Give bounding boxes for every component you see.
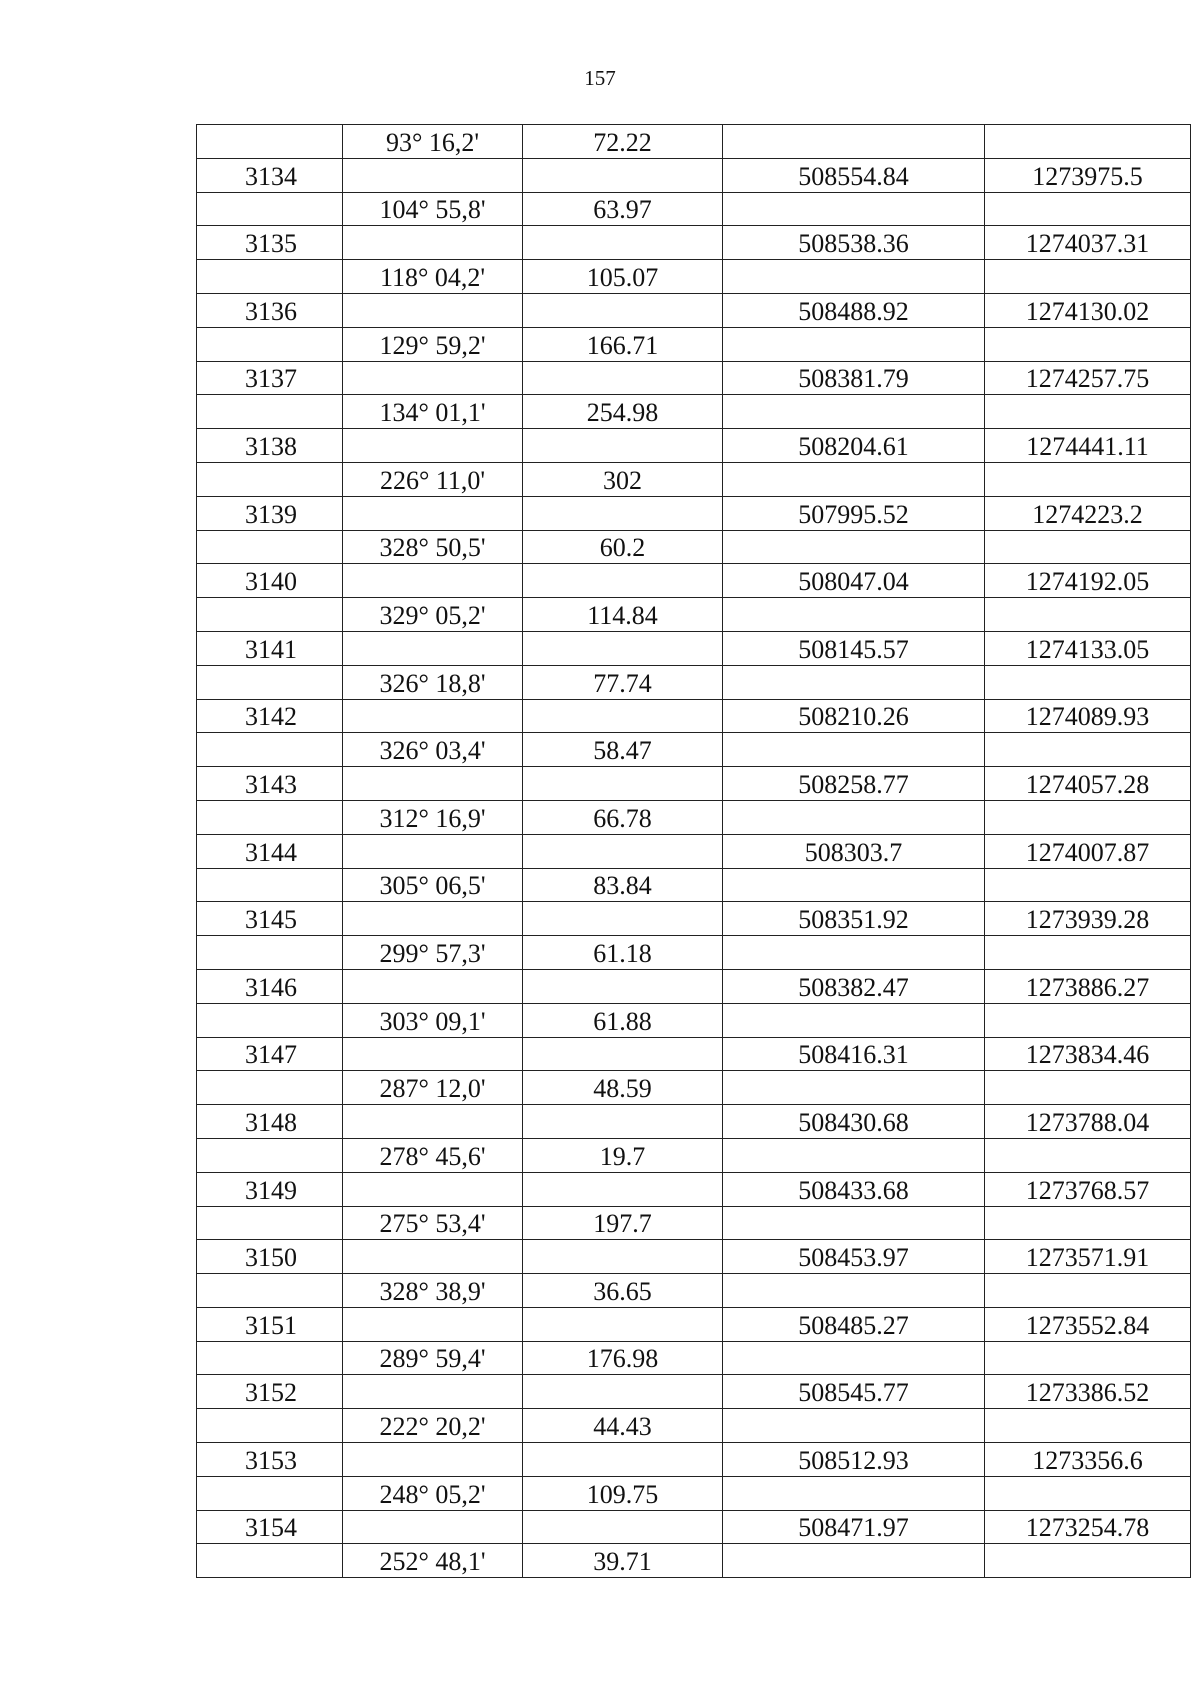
x-coordinate-cell: 508471.97 xyxy=(723,1510,985,1544)
point-number-cell: 3137 xyxy=(197,361,343,395)
y-coordinate-cell: 1274441.11 xyxy=(985,429,1191,463)
distance-cell: 83.84 xyxy=(523,868,723,902)
x-coordinate-cell xyxy=(723,1274,985,1308)
distance-cell xyxy=(523,158,723,192)
y-coordinate-cell xyxy=(985,936,1191,970)
x-coordinate-cell xyxy=(723,1071,985,1105)
table-row xyxy=(197,1206,1191,1240)
bearing-cell: 226° 11,0' xyxy=(343,462,523,496)
y-coordinate-cell xyxy=(985,665,1191,699)
y-coordinate-cell xyxy=(985,192,1191,226)
y-coordinate-cell: 1274192.05 xyxy=(985,564,1191,598)
x-coordinate-cell: 508488.92 xyxy=(723,293,985,327)
bearing-cell xyxy=(343,631,523,665)
bearing-cell xyxy=(343,564,523,598)
distance-cell xyxy=(523,767,723,801)
point-number-cell: 3139 xyxy=(197,496,343,530)
bearing-cell: 129° 59,2' xyxy=(343,327,523,361)
table-row xyxy=(197,125,1191,159)
table-row xyxy=(197,868,1191,902)
x-coordinate-cell xyxy=(723,598,985,632)
y-coordinate-cell: 1273571.91 xyxy=(985,1240,1191,1274)
distance-cell xyxy=(523,1443,723,1477)
x-coordinate-cell: 508430.68 xyxy=(723,1105,985,1139)
y-coordinate-cell: 1274057.28 xyxy=(985,767,1191,801)
bearing-cell: 104° 55,8' xyxy=(343,192,523,226)
distance-cell xyxy=(523,1375,723,1409)
point-number-cell: 3140 xyxy=(197,564,343,598)
x-coordinate-cell xyxy=(723,462,985,496)
distance-cell: 302 xyxy=(523,462,723,496)
x-coordinate-cell xyxy=(723,1341,985,1375)
distance-cell xyxy=(523,1037,723,1071)
table-row xyxy=(197,1138,1191,1172)
point-number-cell xyxy=(197,395,343,429)
bearing-cell: 278° 45,6' xyxy=(343,1138,523,1172)
x-coordinate-cell xyxy=(723,395,985,429)
distance-cell: 61.88 xyxy=(523,1003,723,1037)
y-coordinate-cell xyxy=(985,1409,1191,1443)
point-number-cell: 3154 xyxy=(197,1510,343,1544)
point-number-cell xyxy=(197,1138,343,1172)
distance-cell xyxy=(523,1240,723,1274)
y-coordinate-cell xyxy=(985,1138,1191,1172)
y-coordinate-cell: 1273975.5 xyxy=(985,158,1191,192)
x-coordinate-cell: 508204.61 xyxy=(723,429,985,463)
distance-cell: 58.47 xyxy=(523,733,723,767)
distance-cell xyxy=(523,564,723,598)
x-coordinate-cell: 508433.68 xyxy=(723,1172,985,1206)
y-coordinate-cell: 1274007.87 xyxy=(985,834,1191,868)
point-number-cell: 3134 xyxy=(197,158,343,192)
y-coordinate-cell: 1273886.27 xyxy=(985,969,1191,1003)
table-row xyxy=(197,631,1191,665)
x-coordinate-cell xyxy=(723,1409,985,1443)
table-row xyxy=(197,767,1191,801)
table-row xyxy=(197,1037,1191,1071)
x-coordinate-cell: 508351.92 xyxy=(723,902,985,936)
y-coordinate-cell xyxy=(985,260,1191,294)
x-coordinate-cell: 508453.97 xyxy=(723,1240,985,1274)
point-number-cell xyxy=(197,260,343,294)
x-coordinate-cell xyxy=(723,1206,985,1240)
y-coordinate-cell xyxy=(985,1274,1191,1308)
point-number-cell xyxy=(197,800,343,834)
y-coordinate-cell: 1274133.05 xyxy=(985,631,1191,665)
y-coordinate-cell: 1273939.28 xyxy=(985,902,1191,936)
table-row xyxy=(197,936,1191,970)
bearing-cell: 93° 16,2' xyxy=(343,125,523,159)
y-coordinate-cell xyxy=(985,1071,1191,1105)
distance-cell: 254.98 xyxy=(523,395,723,429)
y-coordinate-cell xyxy=(985,1476,1191,1510)
point-number-cell xyxy=(197,598,343,632)
distance-cell xyxy=(523,902,723,936)
table-row xyxy=(197,1476,1191,1510)
y-coordinate-cell: 1274037.31 xyxy=(985,226,1191,260)
table-row xyxy=(197,192,1191,226)
table-row xyxy=(197,564,1191,598)
point-number-cell: 3141 xyxy=(197,631,343,665)
bearing-cell: 328° 38,9' xyxy=(343,1274,523,1308)
bearing-cell: 305° 06,5' xyxy=(343,868,523,902)
x-coordinate-cell xyxy=(723,936,985,970)
table-row xyxy=(197,800,1191,834)
point-number-cell: 3142 xyxy=(197,699,343,733)
bearing-cell xyxy=(343,834,523,868)
y-coordinate-cell xyxy=(985,327,1191,361)
distance-cell: 105.07 xyxy=(523,260,723,294)
point-number-cell: 3153 xyxy=(197,1443,343,1477)
bearing-cell: 287° 12,0' xyxy=(343,1071,523,1105)
distance-cell xyxy=(523,293,723,327)
bearing-cell: 299° 57,3' xyxy=(343,936,523,970)
point-number-cell xyxy=(197,125,343,159)
x-coordinate-cell xyxy=(723,733,985,767)
bearing-cell: 326° 18,8' xyxy=(343,665,523,699)
y-coordinate-cell: 1274257.75 xyxy=(985,361,1191,395)
y-coordinate-cell xyxy=(985,1544,1191,1578)
y-coordinate-cell: 1273768.57 xyxy=(985,1172,1191,1206)
distance-cell: 63.97 xyxy=(523,192,723,226)
bearing-cell: 329° 05,2' xyxy=(343,598,523,632)
distance-cell: 61.18 xyxy=(523,936,723,970)
distance-cell: 48.59 xyxy=(523,1071,723,1105)
x-coordinate-cell xyxy=(723,327,985,361)
y-coordinate-cell: 1273788.04 xyxy=(985,1105,1191,1139)
distance-cell xyxy=(523,429,723,463)
table-body xyxy=(197,125,1191,1578)
x-coordinate-cell: 508382.47 xyxy=(723,969,985,1003)
point-number-cell: 3148 xyxy=(197,1105,343,1139)
bearing-cell xyxy=(343,1307,523,1341)
table-row xyxy=(197,1409,1191,1443)
bearing-cell xyxy=(343,1510,523,1544)
point-number-cell xyxy=(197,1206,343,1240)
x-coordinate-cell: 508416.31 xyxy=(723,1037,985,1071)
bearing-cell xyxy=(343,969,523,1003)
x-coordinate-cell xyxy=(723,260,985,294)
point-number-cell xyxy=(197,1409,343,1443)
distance-cell xyxy=(523,496,723,530)
distance-cell xyxy=(523,1510,723,1544)
x-coordinate-cell xyxy=(723,1544,985,1578)
y-coordinate-cell: 1273254.78 xyxy=(985,1510,1191,1544)
y-coordinate-cell: 1273386.52 xyxy=(985,1375,1191,1409)
x-coordinate-cell: 508554.84 xyxy=(723,158,985,192)
distance-cell: 114.84 xyxy=(523,598,723,632)
point-number-cell xyxy=(197,1003,343,1037)
table-row xyxy=(197,496,1191,530)
point-number-cell xyxy=(197,530,343,564)
distance-cell: 19.7 xyxy=(523,1138,723,1172)
point-number-cell: 3152 xyxy=(197,1375,343,1409)
bearing-cell: 289° 59,4' xyxy=(343,1341,523,1375)
point-number-cell xyxy=(197,1341,343,1375)
table-row xyxy=(197,226,1191,260)
x-coordinate-cell: 508303.7 xyxy=(723,834,985,868)
distance-cell: 60.2 xyxy=(523,530,723,564)
coordinates-table xyxy=(196,124,1191,1578)
x-coordinate-cell xyxy=(723,530,985,564)
distance-cell xyxy=(523,631,723,665)
y-coordinate-cell: 1274130.02 xyxy=(985,293,1191,327)
table-row xyxy=(197,1375,1191,1409)
x-coordinate-cell: 508485.27 xyxy=(723,1307,985,1341)
table-row xyxy=(197,327,1191,361)
bearing-cell xyxy=(343,158,523,192)
point-number-cell xyxy=(197,665,343,699)
x-coordinate-cell: 508545.77 xyxy=(723,1375,985,1409)
x-coordinate-cell xyxy=(723,1003,985,1037)
bearing-cell xyxy=(343,1443,523,1477)
y-coordinate-cell xyxy=(985,1341,1191,1375)
y-coordinate-cell xyxy=(985,868,1191,902)
y-coordinate-cell xyxy=(985,125,1191,159)
x-coordinate-cell: 508538.36 xyxy=(723,226,985,260)
distance-cell xyxy=(523,1172,723,1206)
point-number-cell: 3143 xyxy=(197,767,343,801)
y-coordinate-cell: 1274089.93 xyxy=(985,699,1191,733)
distance-cell: 176.98 xyxy=(523,1341,723,1375)
point-number-cell: 3146 xyxy=(197,969,343,1003)
bearing-cell: 303° 09,1' xyxy=(343,1003,523,1037)
point-number-cell: 3149 xyxy=(197,1172,343,1206)
bearing-cell xyxy=(343,293,523,327)
x-coordinate-cell: 508047.04 xyxy=(723,564,985,598)
point-number-cell xyxy=(197,733,343,767)
table-row xyxy=(197,1274,1191,1308)
table-row xyxy=(197,969,1191,1003)
bearing-cell xyxy=(343,1172,523,1206)
point-number-cell: 3135 xyxy=(197,226,343,260)
x-coordinate-cell xyxy=(723,665,985,699)
bearing-cell xyxy=(343,1375,523,1409)
table-row xyxy=(197,530,1191,564)
table-row xyxy=(197,733,1191,767)
y-coordinate-cell xyxy=(985,733,1191,767)
point-number-cell xyxy=(197,462,343,496)
table-row xyxy=(197,1510,1191,1544)
distance-cell xyxy=(523,1307,723,1341)
distance-cell xyxy=(523,834,723,868)
distance-cell: 77.74 xyxy=(523,665,723,699)
table-row xyxy=(197,1240,1191,1274)
table-row xyxy=(197,1307,1191,1341)
y-coordinate-cell xyxy=(985,530,1191,564)
x-coordinate-cell xyxy=(723,192,985,226)
table-row xyxy=(197,361,1191,395)
bearing-cell xyxy=(343,767,523,801)
table-row xyxy=(197,1003,1191,1037)
bearing-cell xyxy=(343,1037,523,1071)
table-row xyxy=(197,1172,1191,1206)
bearing-cell: 328° 50,5' xyxy=(343,530,523,564)
table-row xyxy=(197,293,1191,327)
table-row xyxy=(197,834,1191,868)
y-coordinate-cell xyxy=(985,1206,1191,1240)
point-number-cell xyxy=(197,192,343,226)
table-row xyxy=(197,1443,1191,1477)
x-coordinate-cell: 508512.93 xyxy=(723,1443,985,1477)
bearing-cell: 312° 16,9' xyxy=(343,800,523,834)
bearing-cell: 248° 05,2' xyxy=(343,1476,523,1510)
bearing-cell: 275° 53,4' xyxy=(343,1206,523,1240)
y-coordinate-cell xyxy=(985,462,1191,496)
table-row xyxy=(197,395,1191,429)
point-number-cell xyxy=(197,1544,343,1578)
point-number-cell xyxy=(197,936,343,970)
bearing-cell: 326° 03,4' xyxy=(343,733,523,767)
point-number-cell: 3150 xyxy=(197,1240,343,1274)
point-number-cell: 3138 xyxy=(197,429,343,463)
y-coordinate-cell xyxy=(985,1003,1191,1037)
x-coordinate-cell xyxy=(723,125,985,159)
bearing-cell xyxy=(343,1240,523,1274)
point-number-cell: 3145 xyxy=(197,902,343,936)
x-coordinate-cell xyxy=(723,1138,985,1172)
table-row xyxy=(197,1544,1191,1578)
table-row xyxy=(197,1105,1191,1139)
point-number-cell xyxy=(197,868,343,902)
table-row xyxy=(197,665,1191,699)
table-row xyxy=(197,462,1191,496)
table-row xyxy=(197,429,1191,463)
distance-cell xyxy=(523,361,723,395)
table-row xyxy=(197,1071,1191,1105)
distance-cell: 39.71 xyxy=(523,1544,723,1578)
distance-cell xyxy=(523,1105,723,1139)
table-row xyxy=(197,1341,1191,1375)
distance-cell: 44.43 xyxy=(523,1409,723,1443)
bearing-cell: 134° 01,1' xyxy=(343,395,523,429)
bearing-cell xyxy=(343,226,523,260)
bearing-cell: 252° 48,1' xyxy=(343,1544,523,1578)
distance-cell xyxy=(523,226,723,260)
point-number-cell: 3151 xyxy=(197,1307,343,1341)
distance-cell: 36.65 xyxy=(523,1274,723,1308)
table-row xyxy=(197,260,1191,294)
table-row xyxy=(197,158,1191,192)
distance-cell: 109.75 xyxy=(523,1476,723,1510)
page-number: 157 xyxy=(584,66,616,90)
y-coordinate-cell xyxy=(985,395,1191,429)
y-coordinate-cell: 1273552.84 xyxy=(985,1307,1191,1341)
point-number-cell xyxy=(197,1476,343,1510)
bearing-cell xyxy=(343,902,523,936)
x-coordinate-cell xyxy=(723,800,985,834)
distance-cell xyxy=(523,699,723,733)
distance-cell: 197.7 xyxy=(523,1206,723,1240)
point-number-cell: 3144 xyxy=(197,834,343,868)
point-number-cell xyxy=(197,1274,343,1308)
table-row xyxy=(197,902,1191,936)
bearing-cell xyxy=(343,429,523,463)
bearing-cell xyxy=(343,496,523,530)
point-number-cell: 3147 xyxy=(197,1037,343,1071)
y-coordinate-cell: 1273834.46 xyxy=(985,1037,1191,1071)
bearing-cell: 118° 04,2' xyxy=(343,260,523,294)
x-coordinate-cell: 507995.52 xyxy=(723,496,985,530)
y-coordinate-cell xyxy=(985,598,1191,632)
x-coordinate-cell: 508258.77 xyxy=(723,767,985,801)
x-coordinate-cell: 508381.79 xyxy=(723,361,985,395)
y-coordinate-cell: 1274223.2 xyxy=(985,496,1191,530)
distance-cell: 166.71 xyxy=(523,327,723,361)
table-row xyxy=(197,598,1191,632)
bearing-cell xyxy=(343,361,523,395)
x-coordinate-cell xyxy=(723,1476,985,1510)
bearing-cell xyxy=(343,699,523,733)
bearing-cell: 222° 20,2' xyxy=(343,1409,523,1443)
distance-cell xyxy=(523,969,723,1003)
point-number-cell xyxy=(197,327,343,361)
x-coordinate-cell xyxy=(723,868,985,902)
table-row xyxy=(197,699,1191,733)
distance-cell: 66.78 xyxy=(523,800,723,834)
point-number-cell: 3136 xyxy=(197,293,343,327)
point-number-cell xyxy=(197,1071,343,1105)
y-coordinate-cell xyxy=(985,800,1191,834)
x-coordinate-cell: 508210.26 xyxy=(723,699,985,733)
x-coordinate-cell: 508145.57 xyxy=(723,631,985,665)
y-coordinate-cell: 1273356.6 xyxy=(985,1443,1191,1477)
distance-cell: 72.22 xyxy=(523,125,723,159)
bearing-cell xyxy=(343,1105,523,1139)
